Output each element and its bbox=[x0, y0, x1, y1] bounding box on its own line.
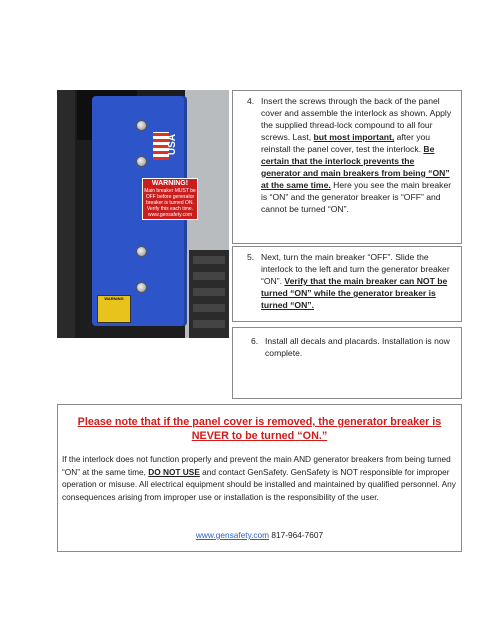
screw-icon bbox=[136, 156, 147, 167]
step-6-text bbox=[265, 335, 450, 359]
usa-text: USA bbox=[167, 134, 178, 156]
text-run: after you reinstall the panel cover, test the interlock. bbox=[261, 132, 431, 154]
text-run: Next, turn the main breaker “OFF”. Slide the interlock to the left and turn the generator breaker “ON”. bbox=[261, 252, 450, 286]
step-5-box bbox=[232, 246, 462, 322]
text-run: If the interlock does not function properly and prevent the main AND generator breakers from being turned “ON” at the same time, bbox=[62, 454, 451, 477]
step-number: 6. bbox=[251, 336, 259, 346]
emphasized-text: Be certain that the interlock prevents the generator and main breakers from being “ON” at the same time. bbox=[261, 144, 450, 190]
warning-decal bbox=[142, 178, 198, 220]
step-5-content bbox=[247, 251, 453, 311]
emphasized-text: DO NOT USE bbox=[148, 466, 200, 477]
step-number: 5. bbox=[247, 252, 255, 262]
text-run: Here you see the main breaker is “ON” and the generator breaker is “OFF” and cannot be turned “ON”. bbox=[261, 180, 452, 214]
breaker-warning-label bbox=[97, 295, 131, 323]
step-6-box bbox=[232, 327, 462, 399]
breaker-warning-title: WARNING bbox=[104, 296, 124, 301]
screw-icon bbox=[136, 246, 147, 257]
text-run: Install all decals and placards. Installation is now complete. bbox=[265, 336, 450, 358]
step-4-text bbox=[261, 95, 453, 215]
step-5-text bbox=[261, 251, 453, 311]
usa-flag-decal bbox=[153, 132, 183, 164]
phone-number: 817-964-7607 bbox=[271, 530, 324, 540]
step-4-box bbox=[232, 90, 462, 244]
step-4-content bbox=[247, 95, 453, 215]
screw-icon bbox=[136, 120, 147, 131]
notice-headline: Please note that if the panel cover is removed, the generator breaker is NEVER to be turned “ON.” bbox=[77, 416, 442, 442]
panel-edge bbox=[57, 90, 75, 338]
disclaimer-text bbox=[62, 453, 457, 503]
emphasized-text: but most important, bbox=[313, 132, 395, 142]
safety-notice bbox=[57, 404, 462, 552]
text-run: Insert the screws through the back of the panel cover and assemble the interlock as shown. Apply the supplied thread-lock compound to all four screws. Last, bbox=[261, 96, 452, 142]
emphasized-text: Verify that the main breaker can NOT be turned “ON” while the generator breaker is turned “ON”. bbox=[261, 276, 448, 310]
website-link[interactable]: www.gensafety.com bbox=[195, 530, 270, 540]
warning-decal-title: WARNING! bbox=[151, 180, 189, 187]
contact-line bbox=[58, 529, 461, 541]
text-run: and contact GenSafety. GenSafety is NOT responsible for improper operation or misuse. All electrical equipment should be installed and maintained by qualified personnel. Any consequences arising from improper use or installation is the responsibility of the user. bbox=[62, 466, 456, 502]
warning-decal-text: Main breaker MUST be OFF before generator breaker is turned ON. Verify this each time. www.gensafety.com bbox=[144, 188, 196, 218]
step-6-content bbox=[251, 335, 450, 359]
interlock-photo bbox=[57, 90, 229, 338]
screw-icon bbox=[136, 282, 147, 293]
step-number: 4. bbox=[247, 96, 255, 106]
breaker-strip bbox=[189, 250, 229, 338]
